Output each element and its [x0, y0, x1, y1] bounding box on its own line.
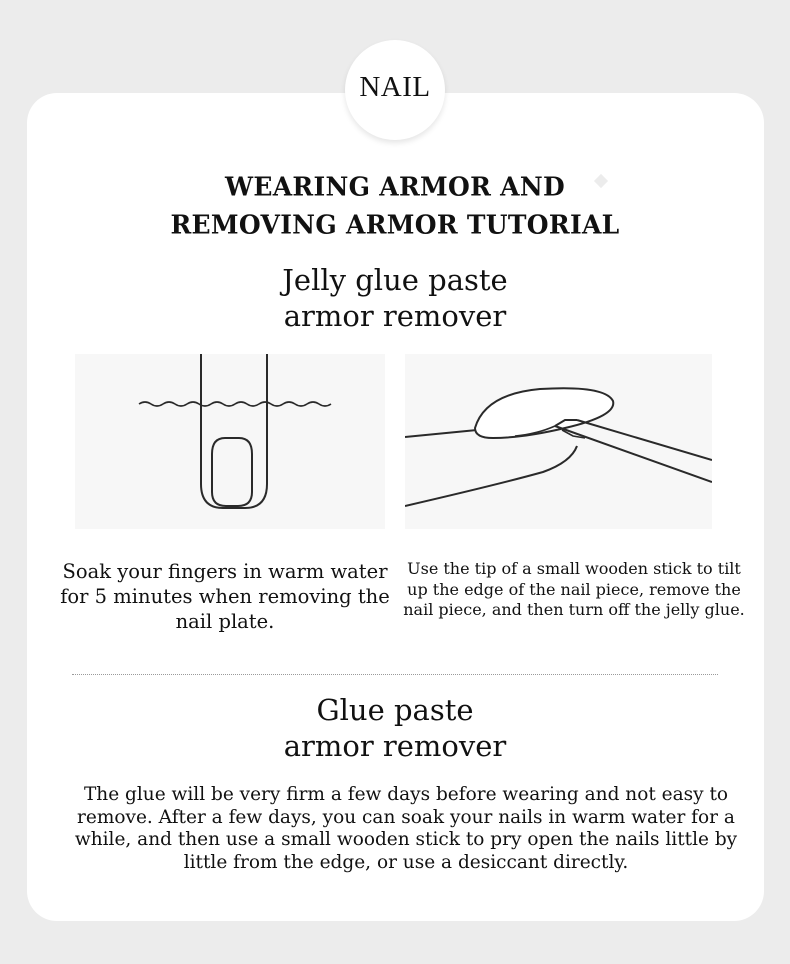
- badge-label: NAIL: [359, 71, 431, 103]
- step2-illustration: [405, 354, 712, 529]
- section1-heading: [195, 262, 595, 334]
- title-line-2: REMOVING ARMOR TUTORIAL: [170, 209, 620, 240]
- page-title: [100, 168, 690, 244]
- section-divider: [72, 674, 718, 675]
- section1-heading-line-2: armor remover: [283, 299, 507, 333]
- section2-heading-line-2: armor remover: [283, 729, 507, 763]
- finger-soaking-in-water-icon: [75, 354, 385, 529]
- section1-heading-line-1: Jelly glue paste: [282, 263, 508, 297]
- section2-body: The glue will be very firm a few days before wearing and not easy to remove. After a few days, you can soak your nails in warm water for a while, and then use a small wooden stick to pry open the nails little by little from the edge, or use a desiccant directly.: [74, 784, 738, 873]
- step2-caption: Use the tip of a small wooden stick to tilt up the edge of the nail piece, remove the nail piece, and then turn off the jelly glue.: [403, 559, 745, 619]
- title-line-1: WEARING ARMOR AND: [224, 171, 566, 202]
- wooden-stick-lifting-nail-icon: [405, 354, 712, 529]
- step1-caption: Soak your fingers in warm water for 5 minutes when removing the nail plate.: [60, 560, 390, 633]
- step1-illustration: [75, 354, 385, 529]
- section2-heading: [195, 692, 595, 764]
- section2-heading-line-1: Glue paste: [316, 693, 474, 727]
